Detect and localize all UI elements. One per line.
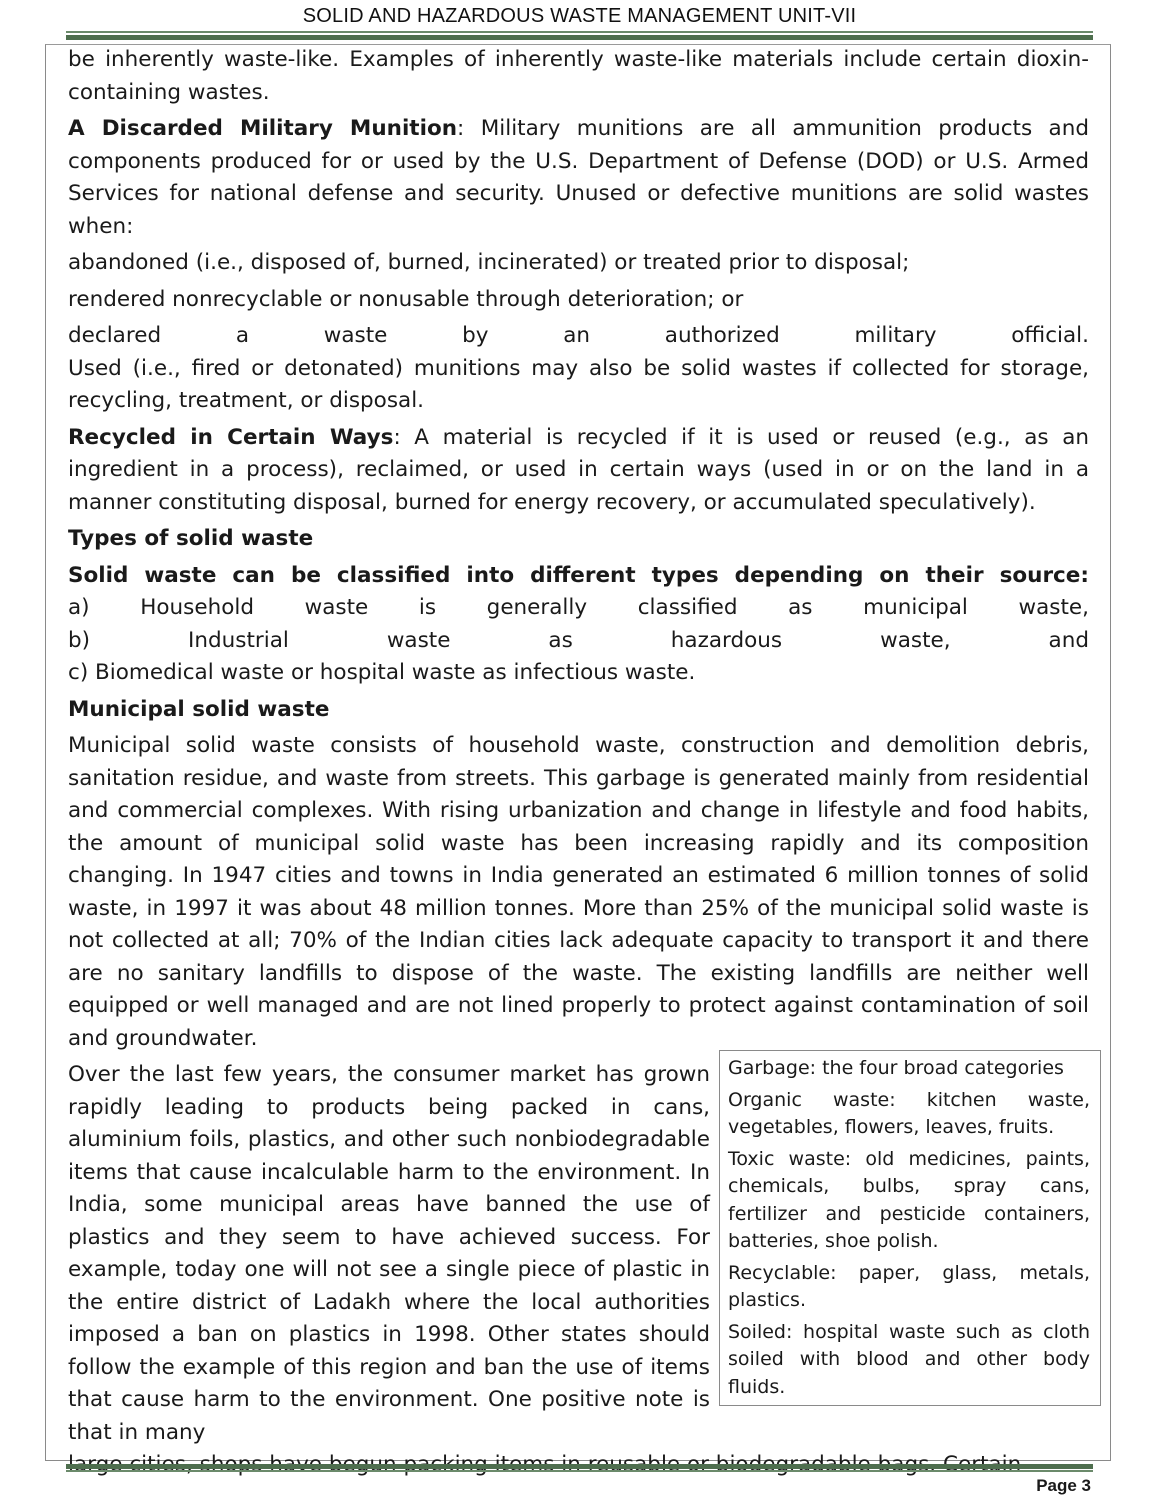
header-rule-thin: [66, 31, 1093, 33]
types-intro: Solid waste can be classified into different types depending on their source:: [68, 562, 1089, 588]
running-header-title: SOLID AND HAZARDOUS WASTE MANAGEMENT UNIT-VII: [302, 5, 857, 27]
heading-types-of-solid-waste: Types of solid waste: [68, 526, 314, 551]
list-item-abandoned: abandoned (i.e., disposed of, burned, incinerated) or treated prior to disposal;: [68, 250, 910, 275]
box-item-toxic: Toxic waste: old medicines, paints, chemicals, bulbs, spray cans, fertilizer and pesticide containers, batteries, shoe polish.: [728, 1147, 1090, 1252]
type-b-industrial: b) Industrial waste as hazardous waste, and: [68, 627, 1089, 653]
footer-rule-thick: [66, 1464, 1093, 1469]
box-title: Garbage: the four broad categories: [728, 1057, 1064, 1079]
box-item-soiled: Soiled: hospital waste such as cloth soiled with blood and other body fluids.: [728, 1320, 1090, 1398]
term-recycled-in-certain-ways: Recycled in Certain Ways: [68, 424, 394, 450]
list-item-declared: declared a waste by an authorized military official.: [68, 323, 1089, 348]
type-a-household: a) Household waste is generally classified as municipal waste,: [68, 595, 1089, 620]
paragraph-municipal-solid-waste: Municipal solid waste consists of household waste, construction and demolition debris, sanitation residue, and waste from streets. This garbage is generated mainly from residential and commercial complexes. With rising urbanization and change in lifestyle and food habits, the amount of municipal solid waste has been increasing rapidly and its composition changing. In 1947 cities and towns in India generated an estimated 6 million tonnes of solid waste, in 1997 it was about 48 million tonnes. More than 25% of the municipal solid waste is not collected at all; 70% of the Indian cities lack adequate capacity to transport it and there are no sanitary landfills to dispose of the waste. The existing landfills are neither well equipped or well managed and are not lined properly to protect against contamination of soil and groundwater.: [68, 733, 1089, 1051]
garbage-categories-box: [719, 1050, 1101, 1406]
paragraph-military-munition: A Discarded Military Munition: Military munitions are all ammunition products and components produced for or used by the U.S. Department of Defense (DOD) or U.S. Armed Services for national defense and security. Unused or defective munitions are solid wastes when:: [68, 116, 1090, 239]
footer-rule-thin: [66, 1470, 1093, 1472]
page-number: Page 3: [1036, 1476, 1091, 1495]
term-discarded-military-munition: A Discarded Military Munition: [68, 116, 458, 141]
heading-municipal-solid-waste: Municipal solid waste: [68, 696, 330, 722]
box-item-organic: Organic waste: kitchen waste, vegetables, flowers, leaves, fruits.: [728, 1088, 1090, 1138]
paragraph-used-munitions: Used (i.e., fired or detonated) munitions may also be solid wastes if collected for storage, recycling, treatment, or disposal.: [68, 355, 1089, 413]
header-rule-thick: [66, 35, 1093, 40]
type-c-biomedical: c) Biomedical waste or hospital waste as infectious waste.: [68, 660, 696, 685]
box-item-recyclable: Recyclable: paper, glass, metals, plastics.: [728, 1261, 1090, 1311]
list-item-rendered: rendered nonrecyclable or nonusable through deterioration; or: [68, 286, 744, 312]
paragraph-recycled: Recycled in Certain Ways: A material is recycled if it is used or reused (e.g., as an ingredient in a process), reclaimed, or used in certain ways (used in or on the land in a manner constituting disposal, burned for energy recovery, or accumulated speculatively).: [68, 424, 1089, 515]
paragraph-consumer-market: Over the last few years, the consumer market has grown rapidly leading to products being packed in cans, aluminium foils, plastics, and other such nonbiodegradable items that cause incalculable harm to the environment. In India, some municipal areas have banned the use of plastics and they seem to have achieved success. For example, today one will not see a single piece of plastic in the entire district of Ladakh where the local authorities imposed a ban on plastics in 1998. Other states should follow the example of this region and ban the use of items that cause harm to the environment. One positive note is that in many: [68, 1062, 710, 1445]
paragraph-inherently-waste-like: be inherently waste-like. Examples of inherently waste-like materials include certain dioxin-containing wastes.: [68, 47, 1089, 105]
